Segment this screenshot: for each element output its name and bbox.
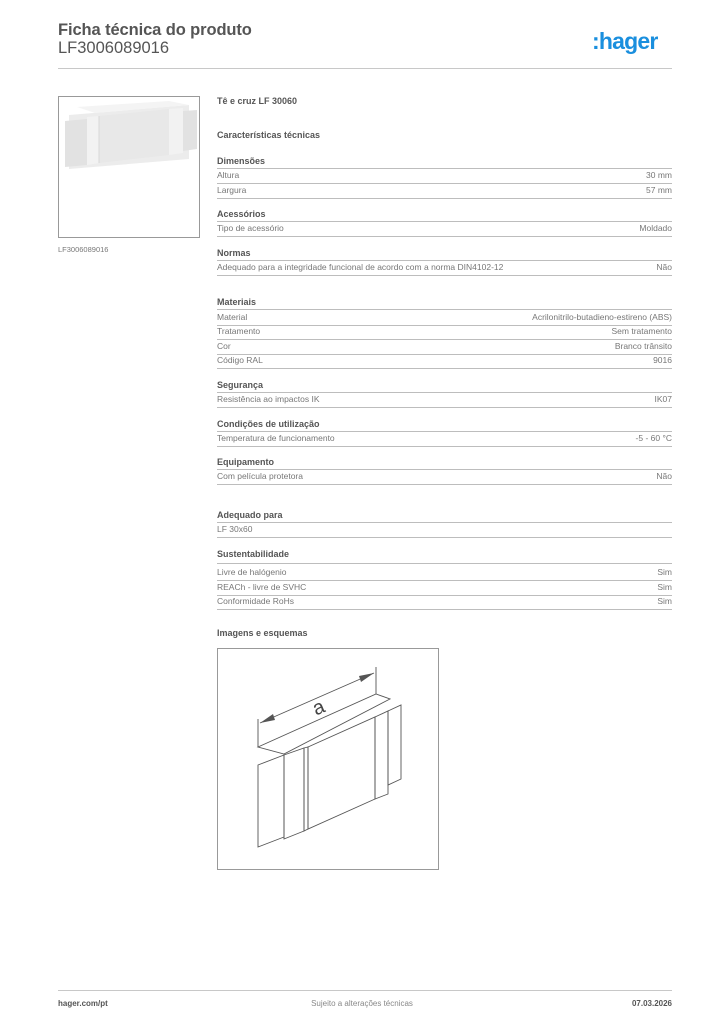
spec-label: Tipo de acessório — [217, 223, 284, 233]
group-title-accessories: Acessórios — [217, 209, 672, 222]
group-title-operating-conditions: Condições de utilização — [217, 419, 672, 432]
product-code: LF3006089016 — [58, 39, 170, 57]
group-title-standards: Normas — [217, 248, 672, 261]
footer-website: hager.com/pt — [58, 999, 108, 1008]
spec-row — [217, 433, 672, 447]
group-title-suitable-for: Adequado para — [217, 510, 672, 523]
spec-label: LF 30x60 — [217, 524, 253, 534]
product-image-caption: LF3006089016 — [58, 245, 109, 254]
spec-row — [217, 596, 672, 610]
spec-label: Material — [217, 312, 248, 322]
trunking-tee-photo-icon — [59, 97, 199, 237]
spec-label: Largura — [217, 185, 247, 195]
spec-value: Acrilonitrilo-butadieno-estireno (ABS) — [532, 312, 672, 322]
product-image — [58, 96, 200, 238]
spec-row — [217, 262, 672, 276]
spec-row — [217, 524, 672, 538]
spec-label: Cor — [217, 341, 231, 351]
spec-value: Sim — [657, 596, 672, 606]
spec-label: Código RAL — [217, 355, 263, 365]
group-title-sustainability: Sustentabilidade — [217, 549, 672, 564]
spec-value: Moldado — [639, 223, 672, 233]
spec-label: Tratamento — [217, 326, 261, 336]
hager-logo: :hager — [592, 28, 658, 54]
spec-row — [217, 312, 672, 326]
spec-row — [217, 471, 672, 485]
spec-value: 9016 — [653, 355, 672, 365]
spec-label: Adequado para a integridade funcional de acordo com a norma DIN4102-12 — [217, 262, 504, 272]
header-divider — [58, 68, 672, 69]
document-title: Ficha técnica do produto — [58, 21, 252, 39]
spec-row — [217, 355, 672, 369]
spec-value: Não — [656, 471, 672, 481]
spec-value: 30 mm — [646, 170, 672, 180]
group-title-equipment: Equipamento — [217, 457, 672, 470]
group-title-safety: Segurança — [217, 380, 672, 393]
spec-label: Temperatura de funcionamento — [217, 433, 335, 443]
spec-row — [217, 170, 672, 184]
spec-value: Não — [656, 262, 672, 272]
technical-characteristics-heading: Características técnicas — [217, 130, 321, 140]
spec-value: IK07 — [654, 394, 672, 404]
spec-label: Livre de halógenio — [217, 567, 287, 577]
spec-row — [217, 185, 672, 199]
spec-value: -5 - 60 °C — [635, 433, 672, 443]
images-heading: Imagens e esquemas — [217, 628, 308, 638]
group-title-materials: Materiais — [217, 297, 672, 310]
dimension-diagram — [217, 648, 439, 870]
spec-row — [217, 341, 672, 355]
tee-dimension-drawing-icon — [218, 649, 438, 869]
spec-row — [217, 582, 672, 596]
product-name: Tê e cruz LF 30060 — [217, 96, 298, 106]
spec-row — [217, 567, 672, 581]
spec-row — [217, 394, 672, 408]
footer-divider — [58, 990, 672, 991]
group-title-dimensions: Dimensões — [217, 156, 672, 169]
spec-value: Branco trânsito — [614, 341, 672, 351]
spec-row — [217, 223, 672, 237]
spec-value: Sim — [657, 567, 672, 577]
spec-label: Com película protetora — [217, 471, 303, 481]
footer-date: 07.03.2026 — [631, 999, 672, 1008]
spec-value: Sem tratamento — [611, 326, 672, 336]
spec-label: Conformidade RoHs — [217, 596, 295, 606]
spec-row — [217, 326, 672, 340]
spec-label: REACh - livre de SVHC — [217, 582, 307, 592]
spec-value: 57 mm — [646, 185, 672, 195]
dimension-label: a — [309, 695, 329, 721]
spec-value: Sim — [657, 582, 672, 592]
footer-notice: Sujeito a alterações técnicas — [311, 999, 413, 1008]
spec-label: Resistência ao impactos IK — [217, 394, 320, 404]
spec-label: Altura — [217, 170, 240, 180]
